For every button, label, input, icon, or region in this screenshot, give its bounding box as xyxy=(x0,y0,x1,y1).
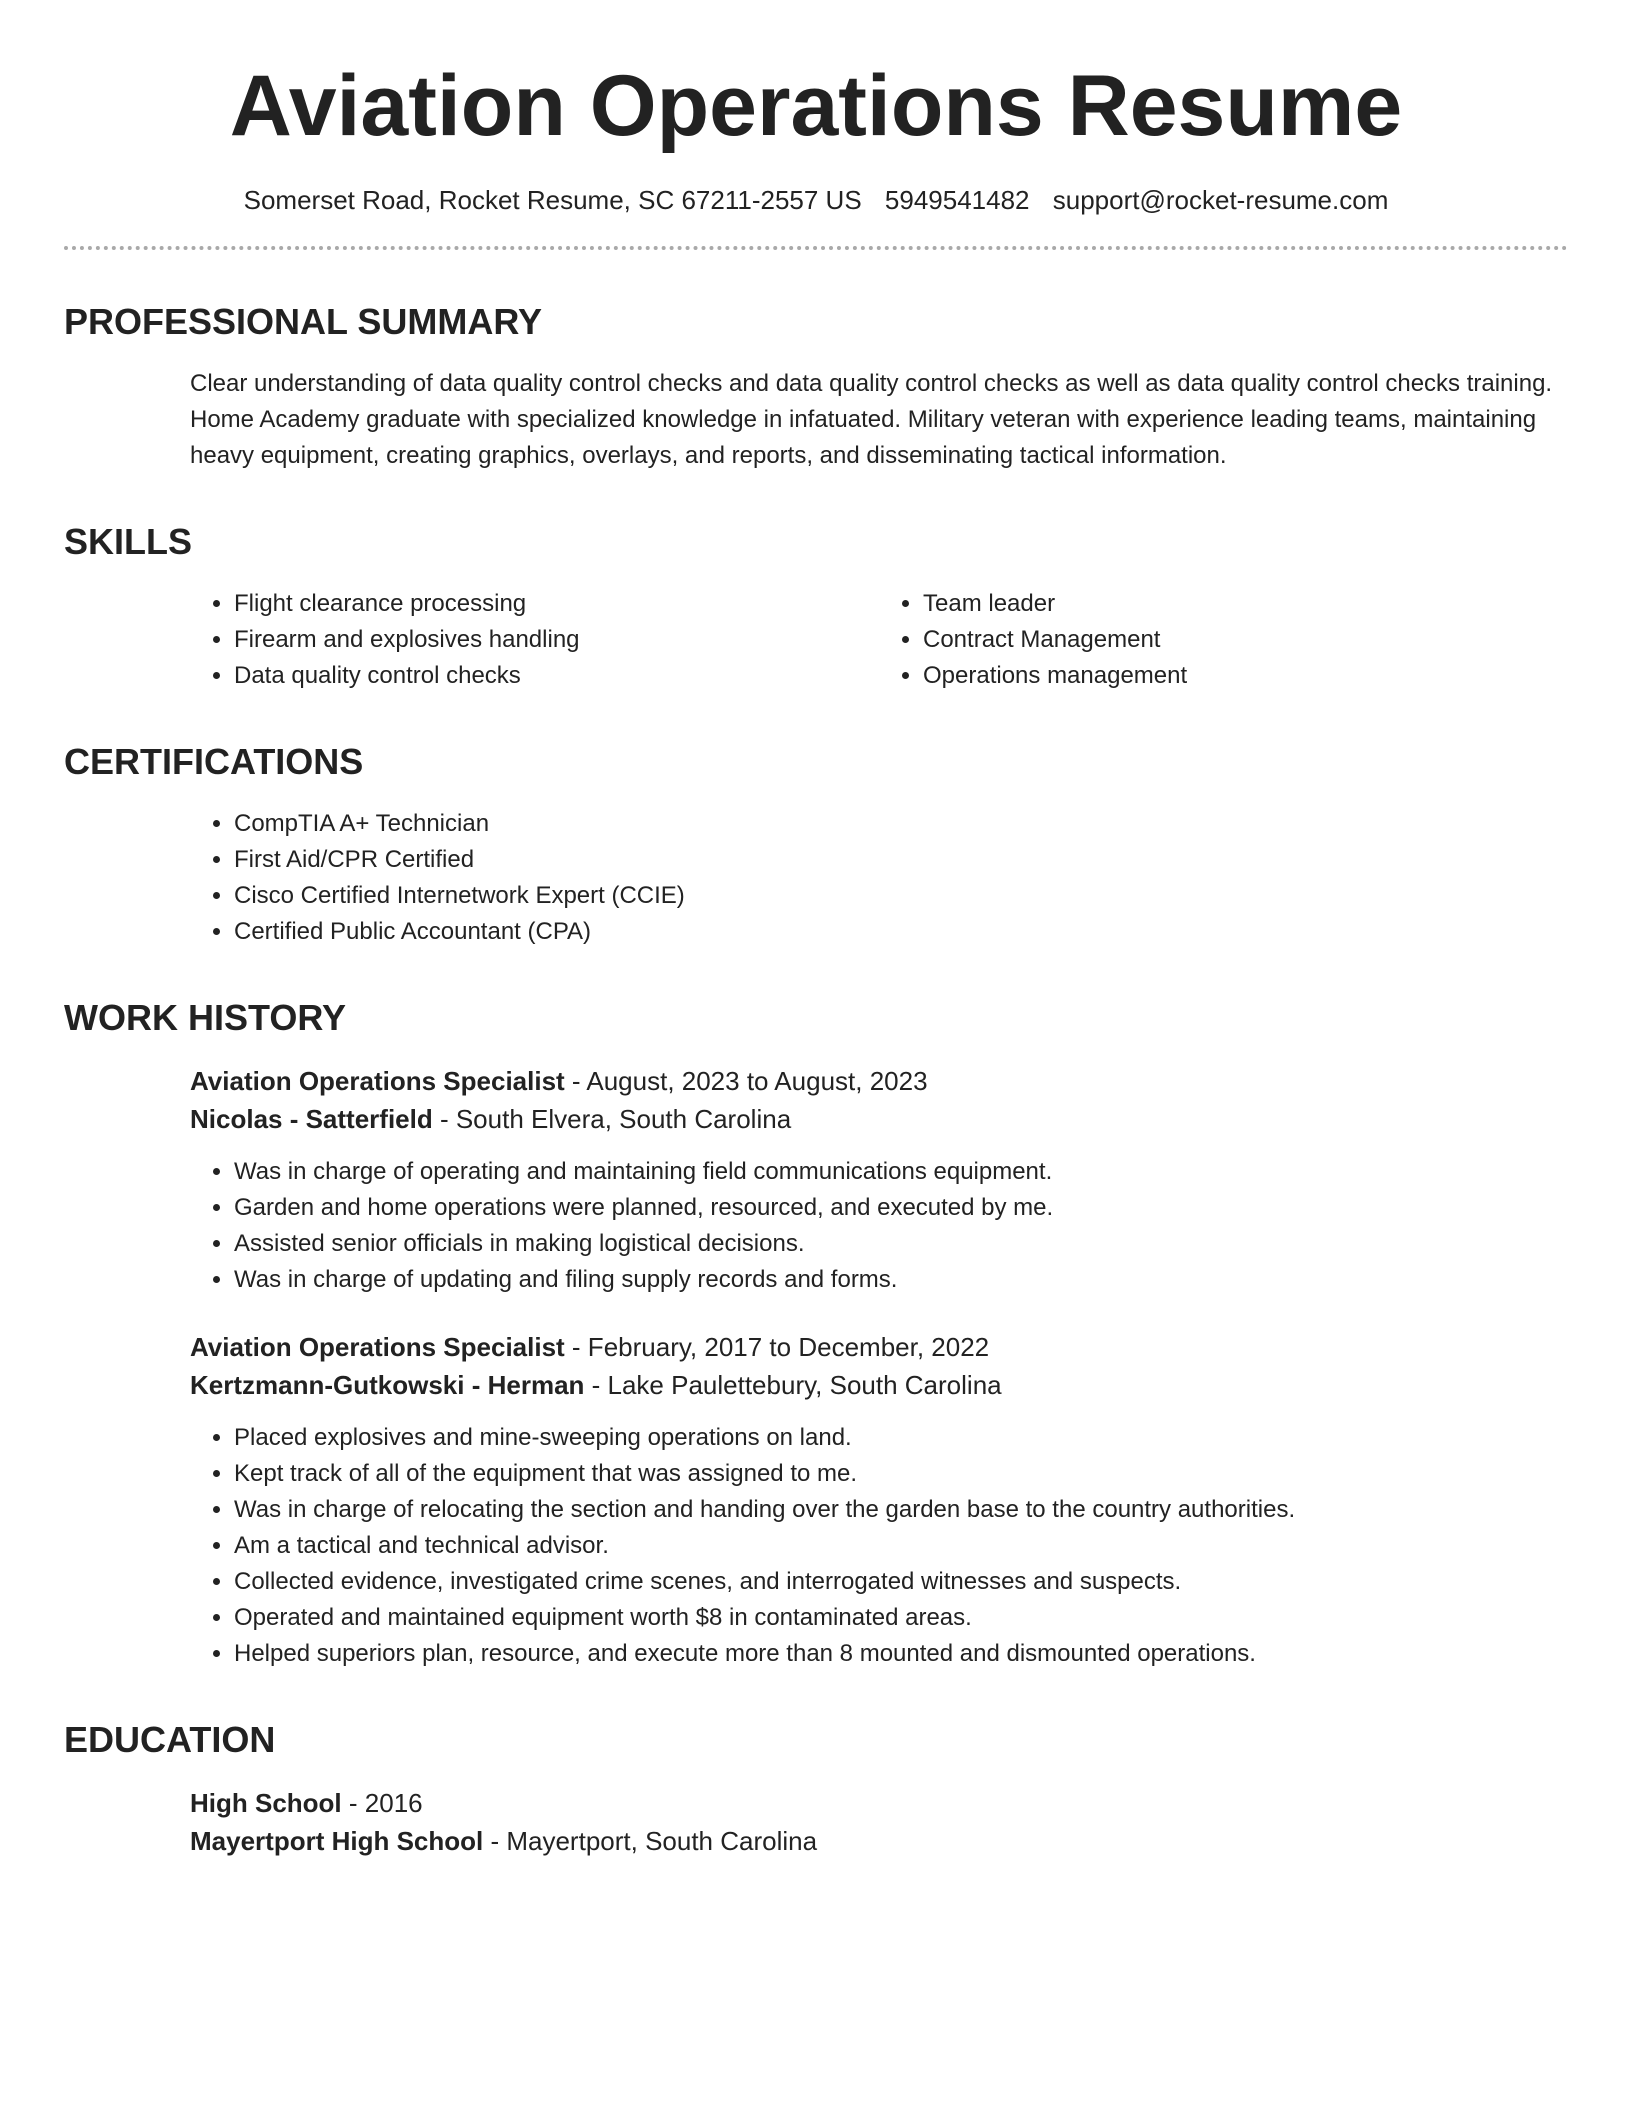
certifications-heading: CERTIFICATIONS xyxy=(64,741,364,782)
education-degree-line xyxy=(190,1784,1568,1822)
contact-info xyxy=(64,182,1568,218)
education-location: - Mayertport, South Carolina xyxy=(483,1826,818,1856)
job-bullet: • Collected evidence, investigated crime scenes, and interrogated witnesses and suspects. xyxy=(234,1564,1568,1600)
job-company: Kertzmann-Gutkowski - Herman xyxy=(190,1370,585,1400)
job-bullet: • Garden and home operations were planned, resourced, and executed by me. xyxy=(234,1190,1568,1226)
skills-list-right xyxy=(879,586,1568,694)
summary-section xyxy=(64,300,1568,474)
certification-item: • First Aid/CPR Certified xyxy=(234,842,1568,878)
job-bullet: • Assisted senior officials in making logistical decisions. xyxy=(234,1226,1568,1262)
job-bullet: • Am a tactical and technical advisor. xyxy=(234,1528,1568,1564)
certification-item: • Cisco Certified Internetwork Expert (CCIE) xyxy=(234,878,1568,914)
job-company: Nicolas - Satterfield xyxy=(190,1104,433,1134)
job-bullet: • Kept track of all of the equipment that was assigned to me. xyxy=(234,1456,1568,1492)
job-entry xyxy=(190,1328,1568,1672)
skill-item: • Contract Management xyxy=(923,622,1568,658)
job-bullet: • Was in charge of updating and filing supply records and forms. xyxy=(234,1262,1568,1298)
job-location: - Lake Paulettebury, South Carolina xyxy=(584,1370,1002,1400)
skills-section xyxy=(64,520,1568,694)
certification-item: • CompTIA A+ Technician xyxy=(234,806,1568,842)
summary-heading: PROFESSIONAL SUMMARY xyxy=(64,301,543,342)
skill-item: • Operations management xyxy=(923,658,1568,694)
work-history-heading: WORK HISTORY xyxy=(64,997,347,1038)
job-bullet: • Helped superiors plan, resource, and execute more than 8 mounted and dismounted operations. xyxy=(234,1636,1568,1672)
certifications-list xyxy=(190,806,1568,950)
skill-item: • Firearm and explosives handling xyxy=(234,622,879,658)
resume-title: Aviation Operations Resume xyxy=(229,58,1403,154)
job-bullet: • Placed explosives and mine-sweeping operations on land. xyxy=(234,1420,1568,1456)
job-title: Aviation Operations Specialist xyxy=(190,1066,565,1096)
certification-item: • Certified Public Accountant (CPA) xyxy=(234,914,1568,950)
job-title-line xyxy=(190,1328,1568,1366)
job-entry xyxy=(190,1062,1568,1298)
work-history-section xyxy=(64,996,1568,1672)
skill-item: • Flight clearance processing xyxy=(234,586,879,622)
education-section xyxy=(64,1718,1568,1860)
skills-heading: SKILLS xyxy=(64,521,193,562)
contact-address: Somerset Road, Rocket Resume, SC 67211-2557 US xyxy=(243,185,862,215)
job-bullets xyxy=(190,1420,1568,1672)
education-school-line xyxy=(190,1822,1568,1860)
header-divider xyxy=(64,246,1568,250)
job-bullet: • Operated and maintained equipment worth $8 in contaminated areas. xyxy=(234,1600,1568,1636)
job-company-line xyxy=(190,1366,1568,1404)
contact-email: support@rocket-resume.com xyxy=(1052,185,1389,215)
job-dates: - August, 2023 to August, 2023 xyxy=(564,1066,928,1096)
summary-text: Clear understanding of data quality control checks and data quality control checks as well as data quality control checks training. Home Academy graduate with specialized knowledge in infatuated. Military veteran with experience leading teams, maintaining heavy equipment, creating graphics, overlays, and reports, and disseminating tactical information. xyxy=(190,370,1553,469)
contact-phone: 5949541482 xyxy=(884,185,1030,215)
skill-item: • Team leader xyxy=(923,586,1568,622)
job-dates: - February, 2017 to December, 2022 xyxy=(564,1332,990,1362)
skill-item: • Data quality control checks xyxy=(234,658,879,694)
job-bullet: • Was in charge of operating and maintaining field communications equipment. xyxy=(234,1154,1568,1190)
job-company-line xyxy=(190,1100,1568,1138)
education-heading: EDUCATION xyxy=(64,1719,276,1760)
job-title-line xyxy=(190,1062,1568,1100)
job-bullet: • Was in charge of relocating the section and handing over the garden base to the country authorities. xyxy=(234,1492,1568,1528)
education-year: - 2016 xyxy=(341,1788,423,1818)
job-title: Aviation Operations Specialist xyxy=(190,1332,565,1362)
education-school: Mayertport High School xyxy=(190,1826,484,1856)
skills-list-left xyxy=(190,586,879,694)
certifications-section xyxy=(64,740,1568,950)
job-location: - South Elvera, South Carolina xyxy=(432,1104,792,1134)
education-degree: High School xyxy=(190,1788,342,1818)
job-bullets xyxy=(190,1154,1568,1298)
